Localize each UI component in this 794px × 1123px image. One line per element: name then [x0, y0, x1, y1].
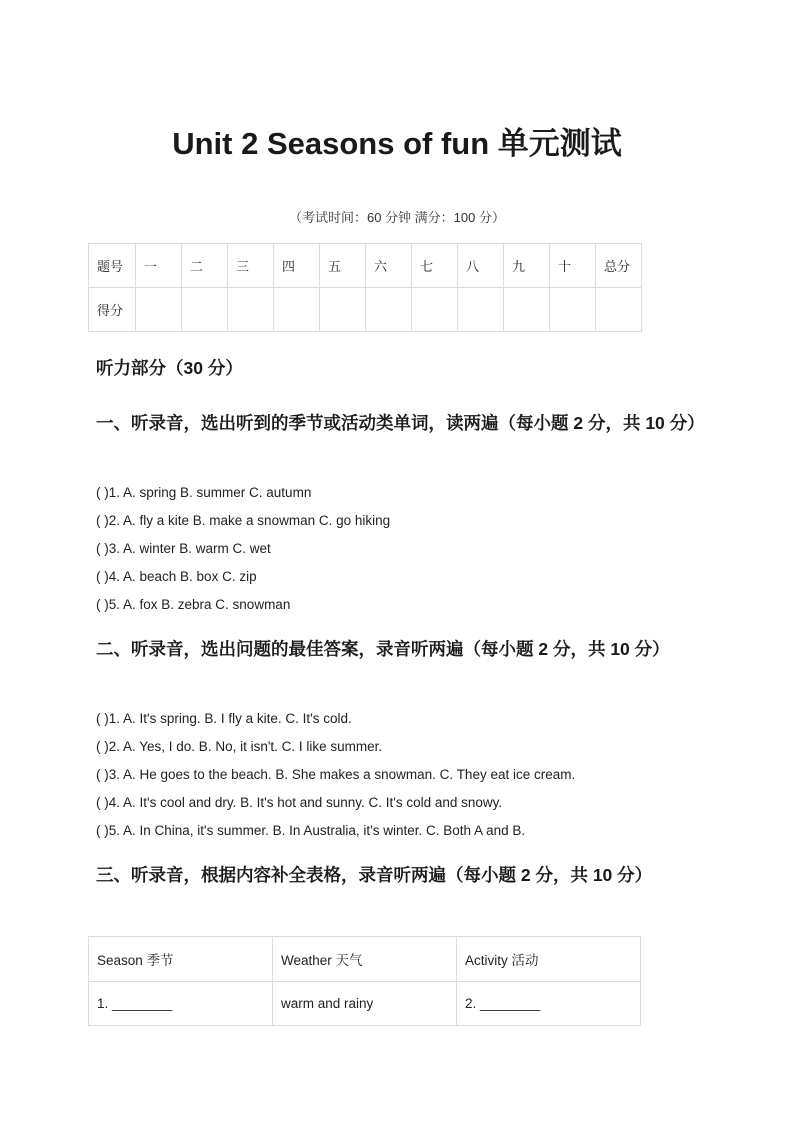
score-input-cell[interactable]: [274, 288, 320, 332]
section2-question: ( )4. A. It's cool and dry. B. It's hot and sunny. C. It's cold and snowy.: [96, 795, 503, 810]
season-table-header-row: [89, 937, 641, 982]
score-input-cell[interactable]: [596, 288, 642, 332]
listening-heading: 听力部分（30 分）: [96, 358, 243, 378]
score-input-cell[interactable]: [182, 288, 228, 332]
score-row-label: 得分: [89, 288, 136, 332]
activity-blank-cell[interactable]: 2. ________: [457, 982, 641, 1026]
section1-question: ( )5. A. fox B. zebra C. snowman: [96, 597, 291, 612]
score-input-cell[interactable]: [366, 288, 412, 332]
score-input-cell[interactable]: [228, 288, 274, 332]
page-title: Unit 2 Seasons of fun 单元测试: [172, 126, 622, 161]
section2-question: ( )2. A. Yes, I do. B. No, it isn't. C. I like summer.: [96, 739, 383, 754]
score-header-cell: 二: [182, 244, 228, 288]
score-input-cell[interactable]: [550, 288, 596, 332]
score-header-cell: 九: [504, 244, 550, 288]
score-input-cell[interactable]: [320, 288, 366, 332]
season-blank-cell[interactable]: 1. ________: [89, 982, 273, 1026]
score-input-cell[interactable]: [504, 288, 550, 332]
section1-heading: 一、听录音，选出听到的季节或活动类单词，读两遍（每小题 2 分，共 10 分）: [96, 413, 705, 433]
section1-question: ( )2. A. fly a kite B. make a snowman C. go hiking: [96, 513, 391, 528]
activity-header-cell: Activity 活动: [457, 937, 641, 982]
score-input-cell[interactable]: [412, 288, 458, 332]
score-table-score-row: [89, 288, 642, 332]
season-table: [88, 936, 641, 1026]
score-header-cell: 总分: [596, 244, 642, 288]
score-header-cell: 三: [228, 244, 274, 288]
season-header-cell: Season 季节: [89, 937, 273, 982]
weather-header-cell: Weather 天气: [273, 937, 457, 982]
score-header-cell: 四: [274, 244, 320, 288]
section1-question: ( )1. A. spring B. summer C. autumn: [96, 485, 312, 500]
section2-question: ( )5. A. In China, it's summer. B. In Australia, it's winter. C. Both A and B.: [96, 823, 526, 838]
season-table-row: [89, 982, 641, 1026]
score-header-cell: 八: [458, 244, 504, 288]
score-header-cell: 六: [366, 244, 412, 288]
section2-question: ( )3. A. He goes to the beach. B. She makes a snowman. C. They eat ice cream.: [96, 767, 576, 782]
score-header-cell: 一: [136, 244, 182, 288]
score-input-cell[interactable]: [136, 288, 182, 332]
section3-heading: 三、听录音，根据内容补全表格，录音听两遍（每小题 2 分，共 10 分）: [96, 865, 653, 885]
exam-info: （考试时间：60 分钟 满分：100 分）: [289, 210, 505, 225]
section1-question: ( )3. A. winter B. warm C. wet: [96, 541, 271, 556]
section2-question: ( )1. A. It's spring. B. I fly a kite. C. It's cold.: [96, 711, 352, 726]
score-table: [88, 243, 642, 332]
score-header-cell: 题号: [89, 244, 136, 288]
score-input-cell[interactable]: [458, 288, 504, 332]
score-header-cell: 十: [550, 244, 596, 288]
weather-cell: warm and rainy: [273, 982, 457, 1026]
score-header-cell: 七: [412, 244, 458, 288]
score-table-header-row: [89, 244, 642, 288]
section2-heading: 二、听录音，选出问题的最佳答案，录音听两遍（每小题 2 分，共 10 分）: [96, 639, 670, 659]
section1-question: ( )4. A. beach B. box C. zip: [96, 569, 257, 584]
score-header-cell: 五: [320, 244, 366, 288]
